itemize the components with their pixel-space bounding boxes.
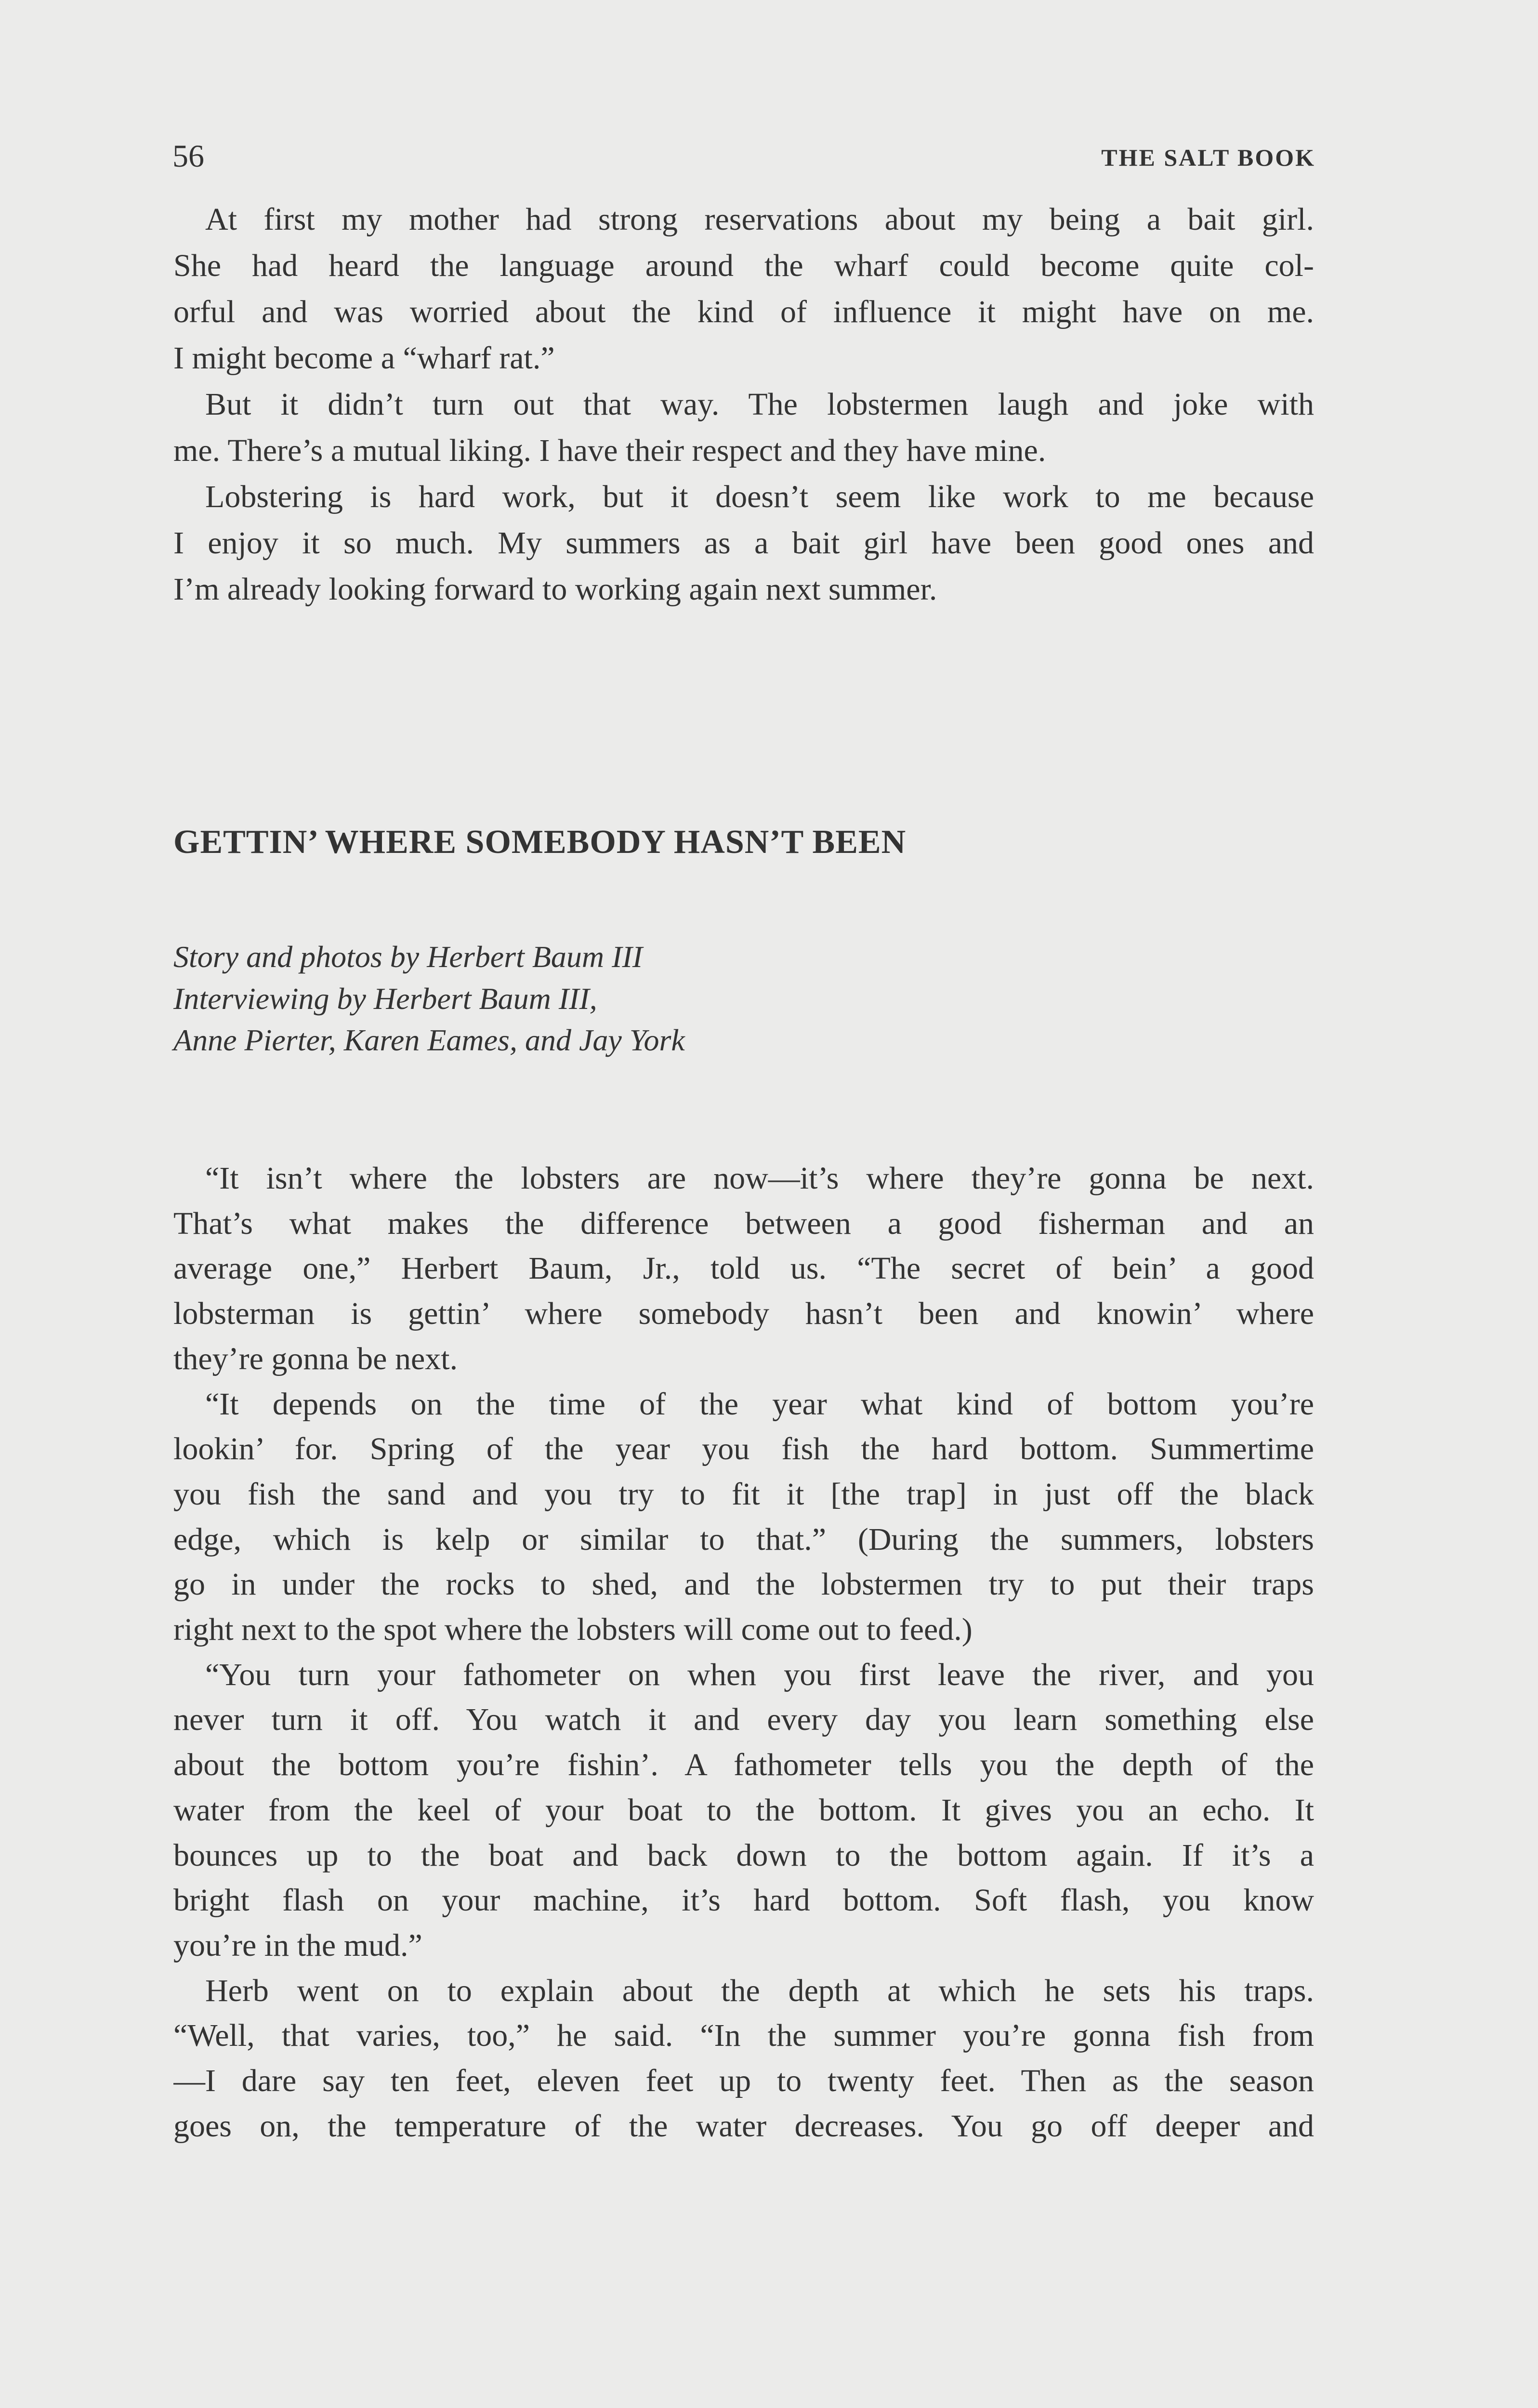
paragraph: [173, 1156, 1314, 1382]
text-line: That’s what makes the difference between a good fisherman and an: [173, 1205, 1314, 1241]
text-line: lobsterman is gettin’ where somebody hasn’t been and knowin’ where: [173, 1296, 1314, 1332]
text-line: At first my mother had strong reservations about my being a bait girl.: [205, 202, 1314, 237]
text-line: “Well, that varies, too,” he said. “In the summer you’re gonna fish from: [173, 2018, 1314, 2054]
text-line: I enjoy it so much. My summers as a bait girl have been good ones and: [173, 525, 1314, 561]
text-line: me. There’s a mutual liking. I have their respect and they have mine.: [173, 433, 1046, 468]
byline-line: Story and photos by Herbert Baum III: [173, 940, 643, 974]
previous-article-ending: [173, 196, 1314, 613]
text-line: I’m already looking forward to working again next summer.: [173, 572, 937, 607]
article-body: [173, 1156, 1314, 2148]
text-line: orful and was worried about the kind of influence it might have on me.: [173, 294, 1314, 329]
article-byline: [173, 936, 685, 1061]
text-line: She had heard the language around the wharf could become quite col-: [173, 248, 1314, 283]
text-line: “It isn’t where the lobsters are now—it’s where they’re gonna be next.: [205, 1161, 1314, 1196]
paragraph: [173, 381, 1314, 474]
running-header: THE SALT BOOK: [1101, 144, 1315, 171]
text-line: I might become a “wharf rat.”: [173, 340, 555, 376]
paragraph: [173, 196, 1314, 381]
text-line: “It depends on the time of the year what kind of bottom you’re: [205, 1386, 1314, 1422]
text-line: you’re in the mud.”: [173, 1927, 422, 1963]
page-number: 56: [172, 139, 204, 174]
text-line: Lobstering is hard work, but it doesn’t seem like work to me because: [205, 479, 1314, 514]
paragraph: [173, 1968, 1314, 2149]
paragraph: [173, 474, 1314, 613]
text-line: lookin’ for. Spring of the year you fish the hard bottom. Summertime: [173, 1431, 1314, 1467]
byline-line: Interviewing by Herbert Baum III,: [173, 981, 597, 1016]
paragraph: [173, 1382, 1314, 1652]
text-line: never turn it off. You watch it and every day you learn something else: [173, 1702, 1314, 1738]
text-line: But it didn’t turn out that way. The lobstermen laugh and joke with: [205, 387, 1314, 422]
text-line: “You turn your fathometer on when you first leave the river, and you: [205, 1657, 1314, 1692]
article-title: GETTIN’ WHERE SOMEBODY HASN’T BEEN: [173, 824, 907, 861]
text-line: you fish the sand and you try to fit it [the trap] in just off the black: [173, 1476, 1314, 1512]
text-line: Herb went on to explain about the depth at which he sets his traps.: [205, 1973, 1314, 2008]
text-line: bright flash on your machine, it’s hard bottom. Soft flash, you know: [173, 1883, 1314, 1918]
text-line: goes on, the temperature of the water decreases. You go off deeper and: [173, 2108, 1314, 2144]
byline-line: Anne Pierter, Karen Eames, and Jay York: [173, 1023, 685, 1057]
text-line: edge, which is kelp or similar to that.” (During the summers, lobsters: [173, 1521, 1314, 1557]
text-line: about the bottom you’re fishin’. A fathometer tells you the depth of the: [173, 1747, 1314, 1783]
text-line: bounces up to the boat and back down to the bottom again. If it’s a: [173, 1837, 1314, 1873]
text-line: average one,” Herbert Baum, Jr., told us. “The secret of bein’ a good: [173, 1251, 1314, 1286]
text-line: water from the keel of your boat to the bottom. It gives you an echo. It: [173, 1792, 1314, 1828]
text-line: —I dare say ten feet, eleven feet up to twenty feet. Then as the season: [173, 2063, 1314, 2099]
text-line: go in under the rocks to shed, and the lobstermen try to put their traps: [173, 1567, 1314, 1602]
text-line: right next to the spot where the lobsters will come out to feed.): [173, 1612, 973, 1648]
paragraph: [173, 1652, 1314, 1968]
text-line: they’re gonna be next.: [173, 1341, 458, 1376]
